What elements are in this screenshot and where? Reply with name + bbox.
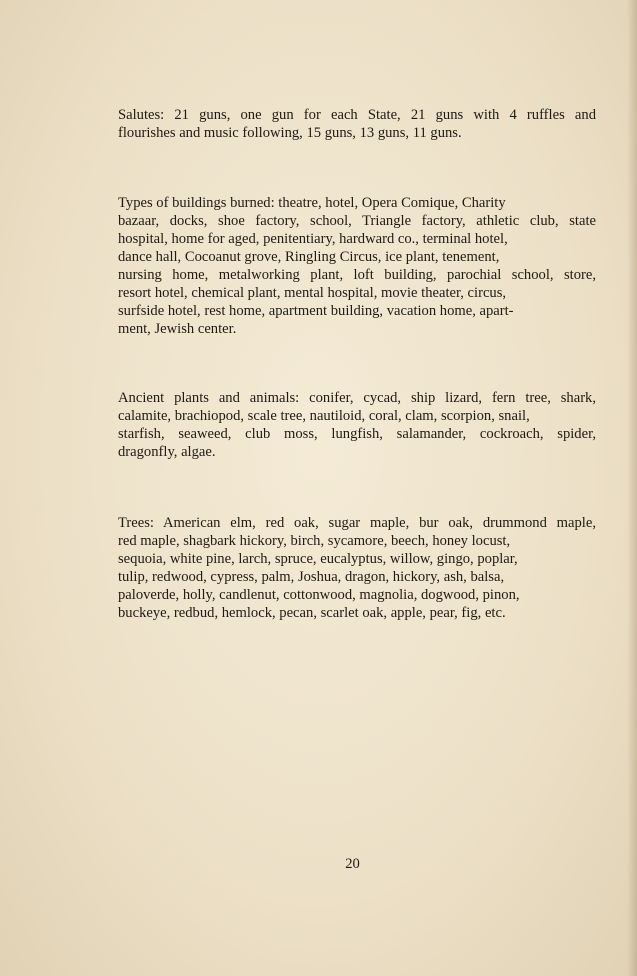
text-line: dragonfly, algae. [118,444,216,460]
text-line: tulip, redwood, cypress, palm, Joshua, dragon, hickory, ash, balsa, [118,569,505,585]
paragraph-trees [118,514,596,622]
text-line: flourishes and music following, 15 guns, 13 guns, 11 guns. [118,125,462,141]
paragraph-ancient-plants-animals [118,389,596,461]
paragraph-salutes [118,106,596,142]
text-line: dance hall, Cocoanut grove, Ringling Circus, ice plant, tenement, [118,249,500,265]
page-number: 20 [345,856,360,872]
text-line: Salutes: 21 guns, one gun for each State, 21 guns with 4 ruffles and [118,107,596,123]
text-line: buckeye, redbud, hemlock, pecan, scarlet oak, apple, pear, fig, etc. [118,605,506,621]
text-line: starfish, seaweed, club moss, lungfish, salamander, cockroach, spider, [118,426,596,442]
text-line: surfside hotel, rest home, apartment building, vacation home, apart- [118,303,514,319]
text-line: nursing home, metalworking plant, loft building, parochial school, store, [118,267,596,283]
text-line: bazaar, docks, shoe factory, school, Triangle factory, athletic club, state [118,213,596,229]
text-line: Types of buildings burned: theatre, hotel, Opera Comique, Charity [118,195,506,211]
text-line: hospital, home for aged, penitentiary, hardward co., terminal hotel, [118,231,508,247]
text-line: red maple, shagbark hickory, birch, sycamore, beech, honey locust, [118,533,511,549]
text-line: sequoia, white pine, larch, spruce, eucalyptus, willow, gingo, poplar, [118,551,518,567]
text-line: Ancient plants and animals: conifer, cycad, ship lizard, fern tree, shark, [118,390,596,406]
paragraph-buildings-burned [118,194,596,338]
text-line: paloverde, holly, candlenut, cottonwood, magnolia, dogwood, pinon, [118,587,520,603]
text-line: resort hotel, chemical plant, mental hospital, movie theater, circus, [118,285,507,301]
text-line: Trees: American elm, red oak, sugar maple, bur oak, drummond maple, [118,515,596,531]
text-line: ment, Jewish center. [118,321,237,337]
text-line: calamite, brachiopod, scale tree, nautiloid, coral, clam, scorpion, snail, [118,408,530,424]
